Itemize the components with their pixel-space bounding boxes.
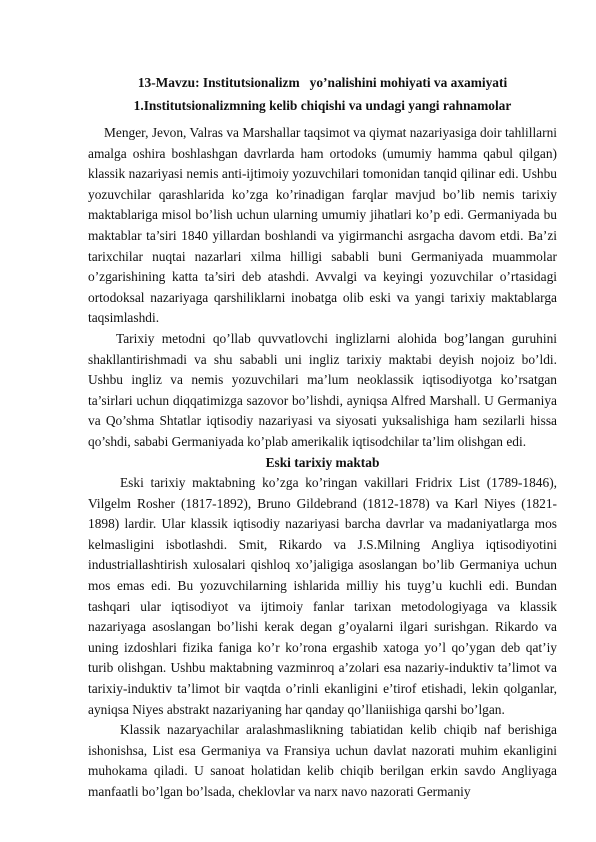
section-heading: Eski tarixiy maktab xyxy=(265,454,380,470)
paragraph: Klassik nazaryachilar aralashmaslikning tabiatidan kelib chiqib naf berishiga ishonishsa, List esa Germaniya va Fransiya uchun davlat nazorati muhim ekanligini muhokama qiladi. U sanoat holatidan kelib chiqib berilgan erkin savdo Angliyaga manfaatli bo’lgan bo’lsada, cheklovlar va narx navo nazorati Germaniy xyxy=(88,722,557,799)
page-title: 13-Mavzu: Institutsionalizm yo’nalishini mohiyati va axamiyati xyxy=(137,75,508,90)
document-body xyxy=(88,73,557,803)
paragraph: Tarixiy metodni qo’llab quvvatlovchi inglizlarni alohida bog’langan guruhini shakllantirishmadi va shu sababli uni ingliz tarixiy maktabi deyish nojoiz bo’ldi. Ushbu ingliz va nemis yozuvchilari ma’lum neoklassik iqtisodiyotga ko’rsatgan ta’sirlari uchun diqqatimizga sazovor bo’lishdi, ayniqsa Alfred Marshall. U Germaniya va Qo’shma Shtatlar iqtisodiy nazariyasi va siyosati yuksalishiga ham sezilarli hissa qo’shdi, sababi Germaniyada ko’plab amerikalik iqtisodchilar ta’lim olishgan edi. xyxy=(88,330,557,449)
paragraph: Eski tarixiy maktabning ko’zga ko’ringan vakillari Fridrix List (1789-1846), Vilgelm Rosher (1817-1892), Bruno Gildebrand (1812-1878) va Karl Niyes (1821-1898) lardir. Ular klassik iqtisodiy nazariyasi barcha davrlar va madaniyatlarga mos kelmasligini isbotlashdi. Smit, Rikardo va J.S.Milning Angliya iqtisodiyotini industriallashtirish xulosalari qishloq xo’jaligiga asoslangan bo’lib Germaniya uchun mos emas edi. Bu yozuvchilarning ishlarida milliy his tuyg’u kuchli edi. Bundan tashqari ular iqtisodiyot va ijtimoiy fanlar tarixan metodologiyaga va klassik nazariyaga asoslangan bo’lishi kerak degan g’oyalarni ilgari surishgan. Rikardo va uning izdoshlari fizika faniga ko’r ko’rona ergashib xatoga yo’l qo’ygan deb qat’iy turib olishgan. Ushbu maktabning vazminroq a’zolari esa nazariy-induktiv ta’limot va tarixiy-induktiv ta’limot bir vaqtda o’rinli ekanligini e’tirof etishadi, lekin qolganlar, ayniqsa Niyes abstrakt nazariyaning har qanday qo’llaniishiga qarshi bo’lgan. xyxy=(88,475,557,717)
page-subtitle: 1.Institutsionalizmning kelib chiqishi va undagi yangi rahnamolar xyxy=(133,98,512,113)
paragraph: Menger, Jevon, Valras va Marshallar taqsimot va qiymat nazariyasiga doir tahlillarni amalga oshira boshlashgan davrlarda ham ortodoks (umumiy hamma qabul qilgan) klassik nazariyasi nemis anti-ijtimoiy yozuvchilari tomonidan tanqid qilinar edi. Ushbu yozuvchilar qarashlarida ko’zga ko’rinadigan farqlar mavjud bo’lib nemis tarixiy maktablariga misol bo’lish uchun ularning umumiy jihatlari ko’p edi. Germaniyada bu maktablar ta’siri 1840 yillardan boshlandi va yigirmanchi asrgacha davom etdi. Ba’zi tarixchilar nuqtai nazarlari xilma hilligi sababli buni Germaniyada muammolar o’zgarishining katta ta’siri deb atashdi. Avvalgi va keyingi yozuvchilar o’rtasidagi ortodoksal nazariyaga qarshiliklarni inobatga olib eski va yangi tarixiy maktablarga taqsimlashdi. xyxy=(88,125,557,326)
